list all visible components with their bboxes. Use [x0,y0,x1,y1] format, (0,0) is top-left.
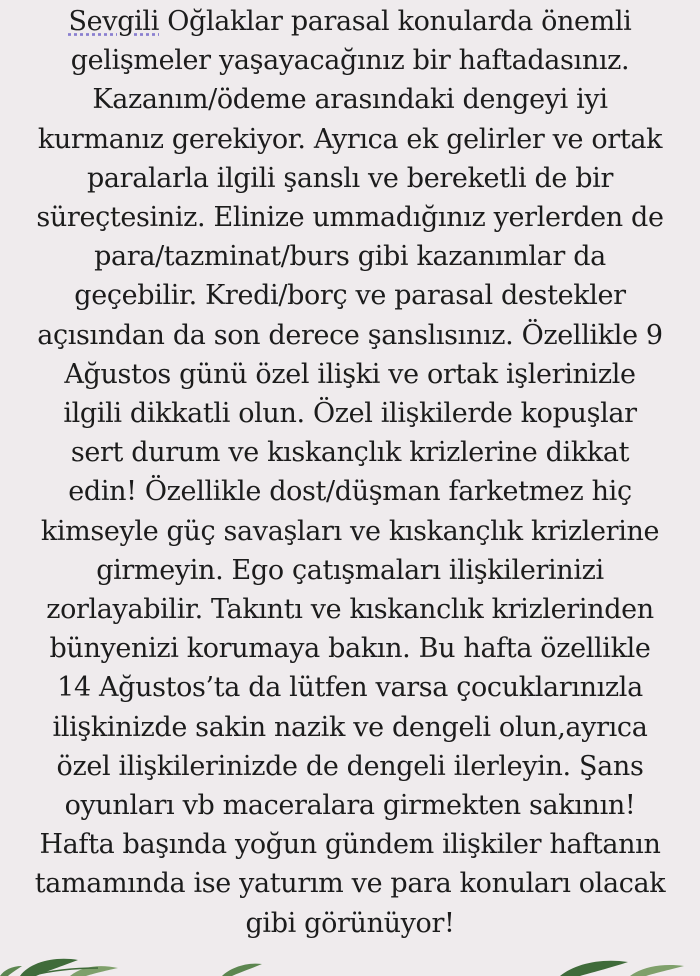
leaf [0,966,22,976]
text-line: kimseyle güç savaşları ve kıskançlık krizlerine [40,515,660,547]
text-line: bünyenizi korumaya bakın. Bu hafta özellikle [49,633,651,665]
text-line: özel ilişkilerinizde de dengeli ilerleyin. Şans [56,750,644,782]
leaf [630,965,684,976]
text-line: geçebilir. Kredi/borç ve parasal destekler [74,280,626,312]
highlighted-word: Sevgili [68,6,159,37]
text-line: ilişkinizde sakin nazik ve dengeli olun,ayrıca [52,711,648,743]
text-line: kurmanız gerekiyor. Ayrıca ek gelirler ve ortak [37,123,663,155]
text-line: 14 Ağustos’ta da lütfen varsa çocuklarınızla [57,672,643,704]
article-text [0,2,700,943]
text-line: sert durum ve kıskançlık krizlerine dikkat [70,437,630,469]
text-line: para/tazminat/burs gibi kazanımlar da [94,241,606,273]
text-line: Kazanım/ödeme arasındaki dengeyi iyi [92,84,608,116]
leaf [222,964,262,976]
text-line: tamamında ise yaturım ve para konuları olacak [34,868,666,900]
text-line: gelişmeler yaşayacağınız bir haftadasınız. [70,45,630,77]
text-line: gibi görünüyor! [245,907,455,939]
leaves-icon [0,954,700,976]
text-line: ilgili dikkatli olun. Özel ilişkilerde kopuşlar [63,398,637,430]
text-line: zorlayabilir. Takıntı ve kıskanclık krizlerinden [46,594,654,626]
text-line: girmeyin. Ego çatışmaları ilişkilerinizi [96,554,604,586]
text-line: açısından da son derece şanslısınız. Özellikle 9 [37,319,663,351]
text-line: Hafta başında yoğun gündem ilişkiler haftanın [39,829,661,861]
leaf [20,959,78,976]
text-line [0,2,700,41]
leaf [560,961,628,976]
text-line: süreçtesiniz. Elinize ummadığınız yerlerden de [36,202,664,234]
text-line: Ağustos günü özel ilişki ve ortak işlerinizle [64,358,636,390]
text-line: paralarla ilgili şanslı ve bereketli de bir [86,162,614,194]
text-segment: Oğlaklar parasal konularda önemli [159,6,632,37]
plant-leaves-decoration [0,954,700,976]
text-line: edin! Özellikle dost/düşman farketmez hiç [68,476,632,508]
text-line: oyunları vb maceralara girmekten sakının! [64,790,636,822]
